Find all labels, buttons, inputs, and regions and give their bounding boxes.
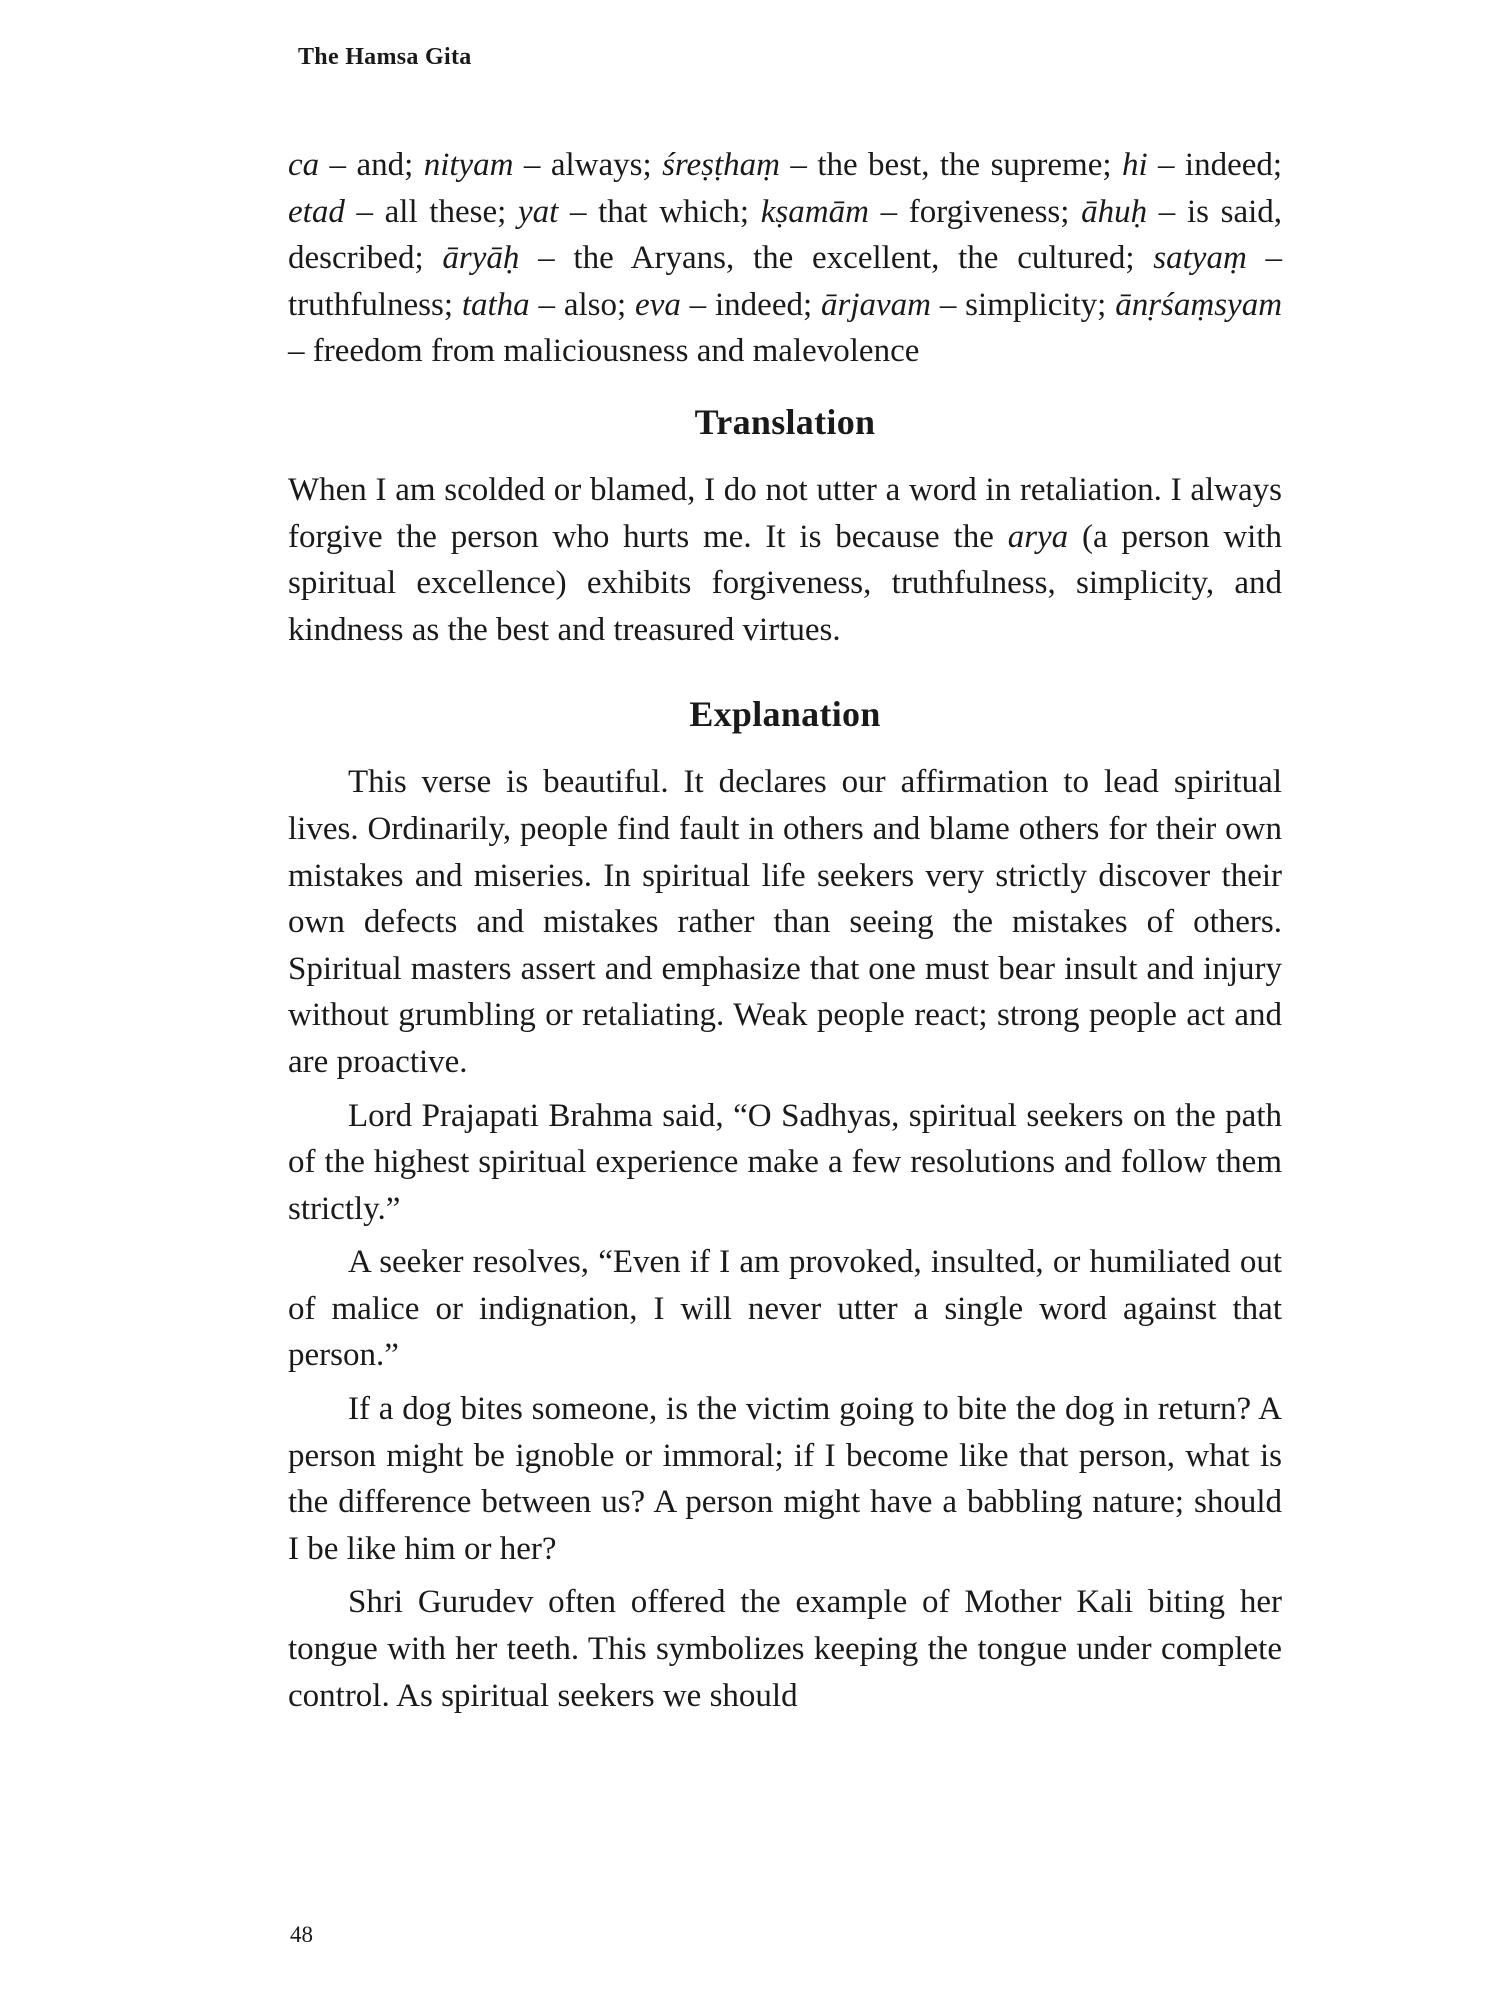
translation-section [288,467,1282,653]
glossary-definition: the Aryans, the excellent, the cultured [573,240,1126,277]
translation-heading: Translation [694,401,876,442]
translation-paragraph [288,467,1282,653]
glossary-definition: forgiveness [908,193,1061,230]
glossary-definition: the best, the supreme [817,147,1103,183]
glossary-term: ānṛśaṃsyam [1115,286,1283,323]
glossary-definition: always [550,147,643,183]
glossary-definition: all these [384,193,498,230]
explanation-section [288,759,1282,1719]
explanation-heading: Explanation [689,694,881,735]
glossary-definition: freedom from maliciousness and malevolence [312,333,920,370]
glossary-term: ca [288,147,320,183]
glossary-definition: indeed [715,286,803,323]
glossary-paragraph: ca – and; nityam – always; śreṣṭhaṃ – the best, the supreme; hi – indeed; etad – all these; yat – that which; kṣamām – forgiveness; āhuḥ – is said, described; āryāḥ – the Aryans, the excellent, the cultured; satyaṃ – truthfulness; tatha – also; eva – indeed; ārjavam – simplicity; ānṛśaṃsyam – freedom from maliciousness and malevolence [288,147,1283,370]
glossary-term: etad [288,193,345,230]
glossary-term: ārjavam [821,286,931,323]
glossary-term: yat [517,193,559,230]
translation-term: arya [1007,518,1069,555]
glossary-definition: that which [598,193,740,230]
explanation-paragraph: A seeker resolves, “Even if I am provoked, insulted, or humiliated out of malice or indignation, I will never utter a single word against that person.” [288,1244,1282,1374]
running-head: The Hamsa Gita [298,44,472,70]
page-body [288,142,1282,1726]
glossary-term: āryāḥ [442,240,520,277]
explanation-paragraph: Shri Gurudev often offered the example of Mother Kali biting her tongue with her teeth. This symbolizes keeping the tongue under complete control. As spiritual seekers we should [288,1584,1282,1714]
glossary-term: satyaṃ [1153,240,1247,277]
translation-text-start: When I am scolded or blamed, I do not utter a word in retaliation. I always forgive the person who hurts me. It is because the [288,471,1282,555]
glossary-term: hi [1121,147,1148,183]
explanation-paragraph: If a dog bites someone, is the victim going to bite the dog in return? A person might be ignoble or immoral; if I become like that person, what is the difference between us? A person might have a babbling nature; should I be like him or her? [288,1391,1282,1567]
glossary-definition: indeed [1184,147,1273,183]
glossary-term: nityam [423,147,514,183]
glossary-definition: is said, described [288,193,1283,277]
glossary-term: tatha [461,286,530,323]
glossary-term: āhuḥ [1081,193,1148,230]
explanation-paragraph: This verse is beautiful. It declares our affirmation to lead spiritual lives. Ordinarily, people find fault in others and blame others for their own mistakes and miseries. In spiritual life seekers very strictly discover their own defects and mistakes rather than seeing the mistakes of others. Spiritual masters assert and emphasize that one must bear insult and injury without grumbling or retaliating. Weak people react; strong people act and are proactive. [288,764,1282,1080]
glossary-definition: also [563,286,618,323]
glossary-definition: truthfulness [288,286,444,323]
glossary-definition: and [356,147,405,183]
glossary-term: eva [635,286,681,323]
glossary-term: kṣamām [760,193,869,230]
glossary-term: śreṣṭhaṃ [662,147,781,183]
translation-text-end: (a person with spiritual excellence) exhibits forgiveness, truthfulness, simplicity, and kindness as the best and treasured virtues. [288,518,1282,648]
glossary-definition: simplicity [965,286,1098,323]
explanation-paragraph: Lord Prajapati Brahma said, “O Sadhyas, spiritual seekers on the path of the highest spiritual experience make a few resolutions and follow them strictly.” [288,1097,1282,1227]
page-number: 48 [290,1922,313,1947]
word-glossary [288,142,1282,375]
